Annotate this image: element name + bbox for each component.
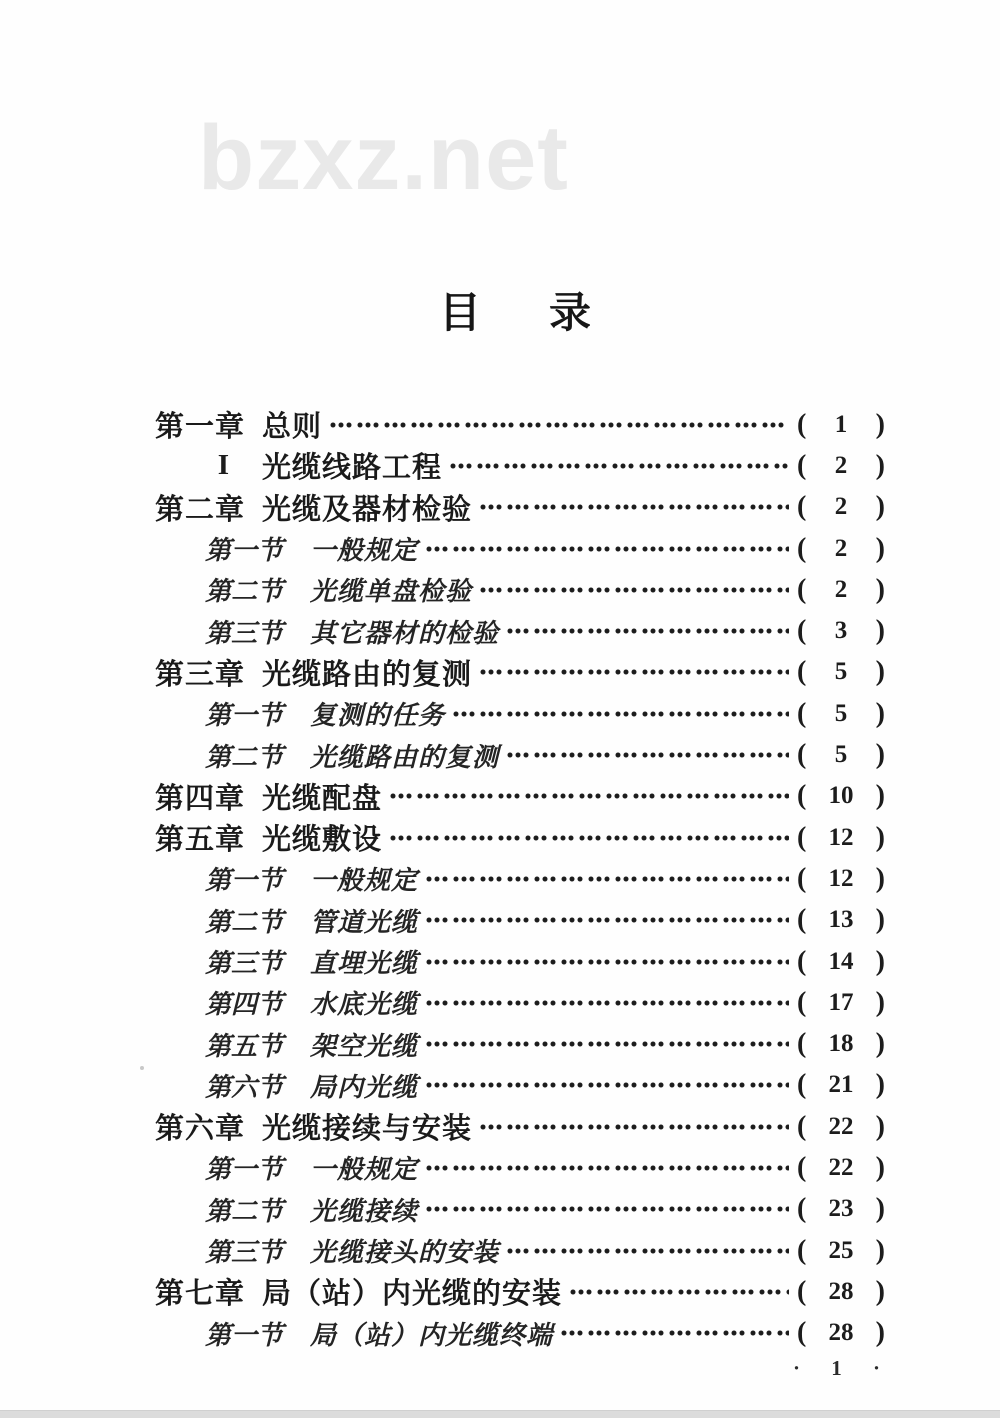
dotted-leader [425, 541, 789, 557]
page-number: 2 [834, 451, 848, 479]
toc-entry-page [797, 1030, 885, 1058]
open-paren: ( [797, 656, 807, 688]
toc-entry-title: 光缆配盘 [262, 782, 383, 815]
toc-entry-title: 光缆单盘检验 [310, 577, 473, 607]
dotted-leader [425, 1160, 789, 1176]
toc-entry-title: 光缆接续 [310, 1196, 419, 1226]
toc-entry-page [797, 449, 885, 481]
page-number: 2 [834, 575, 848, 603]
close-paren: ) [875, 821, 885, 853]
open-paren: ( [797, 573, 807, 605]
toc-entry-page [797, 821, 885, 853]
dotted-leader [425, 871, 789, 887]
close-paren: ) [875, 1234, 885, 1266]
toc-entry-page [797, 617, 885, 645]
open-paren: ( [797, 491, 807, 523]
toc-entry-label: 第三节 [205, 949, 284, 978]
toc-entry-label: 第六章 [155, 1113, 246, 1146]
toc-entry [0, 1023, 885, 1064]
toc-entry [0, 652, 885, 693]
open-paren: ( [797, 739, 807, 771]
open-paren: ( [797, 904, 807, 936]
dotted-leader [425, 1077, 789, 1093]
dotted-leader [506, 1243, 789, 1259]
dotted-leader [452, 706, 789, 722]
toc-entry-page [797, 862, 885, 894]
dotted-leader [425, 1201, 789, 1217]
toc-entry-label: 第五章 [155, 824, 246, 857]
toc-entry [0, 487, 885, 528]
page-number: 10 [828, 782, 854, 810]
toc-entry-page [797, 1195, 885, 1223]
page-number: 12 [828, 823, 854, 851]
toc-entry [0, 941, 885, 982]
title-char-2: 录 [549, 289, 592, 336]
dotted-leader [425, 912, 789, 928]
toc-entry [0, 817, 885, 858]
dotted-leader [479, 499, 789, 515]
close-paren: ) [875, 945, 885, 977]
toc-entry-label: 第六节 [205, 1072, 284, 1102]
toc-entry-label: 第四章 [155, 782, 246, 815]
toc-entry-page [797, 741, 885, 769]
close-paren: ) [875, 408, 885, 440]
toc-entry-label: 第一节 [205, 866, 284, 896]
toc-entry-title: 其它器材的检验 [310, 618, 500, 648]
open-paren: ( [797, 821, 807, 853]
toc-entry-label: 第三节 [205, 618, 284, 648]
toc-entry [0, 734, 885, 775]
toc-entry-label: 第三章 [155, 658, 246, 691]
toc-entry [0, 528, 885, 569]
toc-entry [0, 1106, 885, 1147]
toc-entry-page [797, 945, 885, 977]
page-number: 23 [828, 1195, 854, 1223]
toc-entry [0, 693, 885, 734]
page-number: 5 [834, 658, 848, 686]
page-number: 1 [834, 410, 848, 438]
open-paren: ( [797, 1151, 807, 1183]
toc-entry-title: 水底光缆 [310, 990, 419, 1020]
open-paren: ( [797, 408, 807, 440]
footer-page-number: · 1 · [793, 1356, 894, 1380]
toc-entry [0, 858, 885, 899]
close-paren: ) [875, 739, 885, 771]
toc-entry-title: 复测的任务 [310, 701, 446, 731]
page-number: 5 [834, 741, 848, 769]
page-number: 18 [828, 1030, 854, 1058]
close-paren: ) [875, 573, 885, 605]
toc-entry [0, 776, 885, 817]
toc-entry [0, 1271, 885, 1312]
open-paren: ( [797, 1275, 807, 1307]
toc-entry-title: 局（站）内光缆的安装 [262, 1278, 563, 1311]
toc-entry-page [797, 658, 885, 686]
open-paren: ( [797, 1110, 807, 1142]
close-paren: ) [875, 656, 885, 688]
dotted-leader [479, 1119, 789, 1135]
dotted-leader [425, 995, 789, 1011]
dotted-leader [425, 954, 789, 970]
close-paren: ) [875, 532, 885, 564]
toc-entry-label: 第三节 [205, 1238, 284, 1268]
open-paren: ( [797, 1234, 807, 1266]
toc-entry-title: 架空光缆 [310, 1031, 419, 1061]
toc-entry [0, 1065, 885, 1106]
close-paren: ) [875, 491, 885, 523]
page-title [15, 288, 1000, 338]
dotted-leader [449, 458, 789, 474]
toc-entry [0, 1313, 885, 1354]
toc-entry-page [797, 986, 885, 1018]
toc-entry-label: 第二节 [205, 742, 284, 772]
toc-entry [0, 569, 885, 610]
toc-list [0, 404, 885, 1354]
toc-entry-title: 一般规定 [310, 536, 419, 566]
open-paren: ( [797, 615, 807, 647]
title-char-1: 目 [438, 289, 481, 336]
page-number: 14 [828, 947, 854, 975]
dotted-leader [569, 1284, 789, 1300]
toc-entry-page [797, 1110, 885, 1142]
page-number: 28 [828, 1277, 854, 1305]
toc-entry-label: 第二节 [205, 577, 284, 607]
close-paren: ) [875, 986, 885, 1018]
open-paren: ( [797, 780, 807, 812]
dotted-leader [506, 623, 789, 639]
dotted-leader [425, 1036, 789, 1052]
toc-entry-title: 光缆敷设 [262, 824, 383, 857]
toc-entry-title: 光缆路由的复测 [262, 658, 473, 691]
page-number: 25 [828, 1236, 854, 1264]
close-paren: ) [875, 1193, 885, 1225]
open-paren: ( [797, 1069, 807, 1101]
toc-entry-page [797, 1275, 885, 1307]
close-paren: ) [875, 904, 885, 936]
open-paren: ( [797, 449, 807, 481]
close-paren: ) [875, 862, 885, 894]
toc-entry-page [797, 1071, 885, 1099]
page-number: 2 [834, 493, 848, 521]
dotted-leader [389, 788, 789, 804]
close-paren: ) [875, 1151, 885, 1183]
toc-entry-label: 第一节 [205, 536, 284, 566]
toc-entry-label: 第一节 [205, 701, 284, 731]
close-paren: ) [875, 1317, 885, 1349]
open-paren: ( [797, 1193, 807, 1225]
toc-entry [0, 404, 885, 445]
toc-entry-title: 直埋光缆 [310, 949, 419, 978]
page-number: 3 [834, 617, 848, 645]
toc-entry-title: 光缆线路工程 [262, 452, 443, 485]
toc-entry [0, 1230, 885, 1271]
toc-entry-title: 一般规定 [310, 866, 419, 896]
toc-entry-label: 第四节 [205, 990, 284, 1020]
close-paren: ) [875, 697, 885, 729]
toc-entry [0, 900, 885, 941]
toc-entry-page [797, 697, 885, 729]
dotted-leader [389, 830, 789, 846]
scan-edge [0, 1410, 1000, 1418]
toc-entry-title: 光缆及器材检验 [262, 493, 473, 526]
page-number: 5 [834, 699, 848, 727]
dotted-leader [506, 747, 789, 763]
toc-entry-title: 管道光缆 [310, 907, 419, 937]
toc-entry [0, 982, 885, 1023]
toc-entry-title: 局（站）内光缆终端 [310, 1320, 554, 1350]
dotted-leader [479, 664, 789, 680]
toc-entry [0, 610, 885, 651]
open-paren: ( [797, 697, 807, 729]
open-paren: ( [797, 532, 807, 564]
toc-entry-label: 第二章 [155, 493, 246, 526]
toc-entry-title: 一般规定 [310, 1155, 419, 1185]
toc-entry-page [797, 1319, 885, 1347]
open-paren: ( [797, 945, 807, 977]
toc-entry-page [797, 906, 885, 934]
close-paren: ) [875, 449, 885, 481]
dotted-leader [479, 582, 789, 598]
toc-entry-page [797, 532, 885, 564]
toc-entry-label: 第一节 [205, 1155, 284, 1185]
page-number: 17 [828, 988, 854, 1016]
close-paren: ) [875, 780, 885, 812]
close-paren: ) [875, 1110, 885, 1142]
page-number: 28 [828, 1319, 854, 1347]
close-paren: ) [875, 1028, 885, 1060]
toc-entry-title: 光缆路由的复测 [310, 742, 500, 772]
page-number: 22 [828, 1112, 854, 1140]
toc-entry-label: 第一章 [155, 411, 246, 444]
page-number: 22 [828, 1153, 854, 1181]
toc-entry-label: 第一节 [205, 1320, 284, 1350]
toc-entry-title: 局内光缆 [310, 1072, 419, 1102]
close-paren: ) [875, 1069, 885, 1101]
scan-speck [140, 1066, 144, 1070]
toc-entry-label: 第五节 [205, 1031, 284, 1061]
open-paren: ( [797, 862, 807, 894]
dotted-leader [560, 1325, 789, 1341]
toc-entry [0, 1189, 885, 1230]
toc-entry-label: 第二节 [205, 907, 284, 937]
dotted-leader [329, 417, 789, 433]
close-paren: ) [875, 615, 885, 647]
toc-entry-page [797, 1234, 885, 1266]
page-number: 21 [828, 1071, 854, 1099]
toc-entry [0, 445, 885, 486]
toc-entry [0, 1147, 885, 1188]
open-paren: ( [797, 1028, 807, 1060]
toc-entry-page [797, 408, 885, 440]
toc-entry-label: 第二节 [205, 1196, 284, 1226]
toc-entry-title: 总则 [262, 411, 323, 444]
toc-entry-label: 第七章 [155, 1278, 246, 1311]
open-paren: ( [797, 986, 807, 1018]
toc-entry-label: I [217, 449, 229, 482]
toc-entry-page [797, 782, 885, 810]
page-number: 2 [834, 534, 848, 562]
toc-entry-page [797, 1151, 885, 1183]
open-paren: ( [797, 1317, 807, 1349]
toc-entry-page [797, 493, 885, 521]
close-paren: ) [875, 1275, 885, 1307]
page-number: 12 [828, 864, 854, 892]
toc-entry-title: 光缆接续与安装 [262, 1113, 473, 1146]
toc-entry-page [797, 573, 885, 605]
toc-entry-title: 光缆接头的安装 [310, 1238, 500, 1268]
watermark-text: bzxz.net [198, 107, 569, 209]
page-number: 13 [828, 906, 854, 934]
